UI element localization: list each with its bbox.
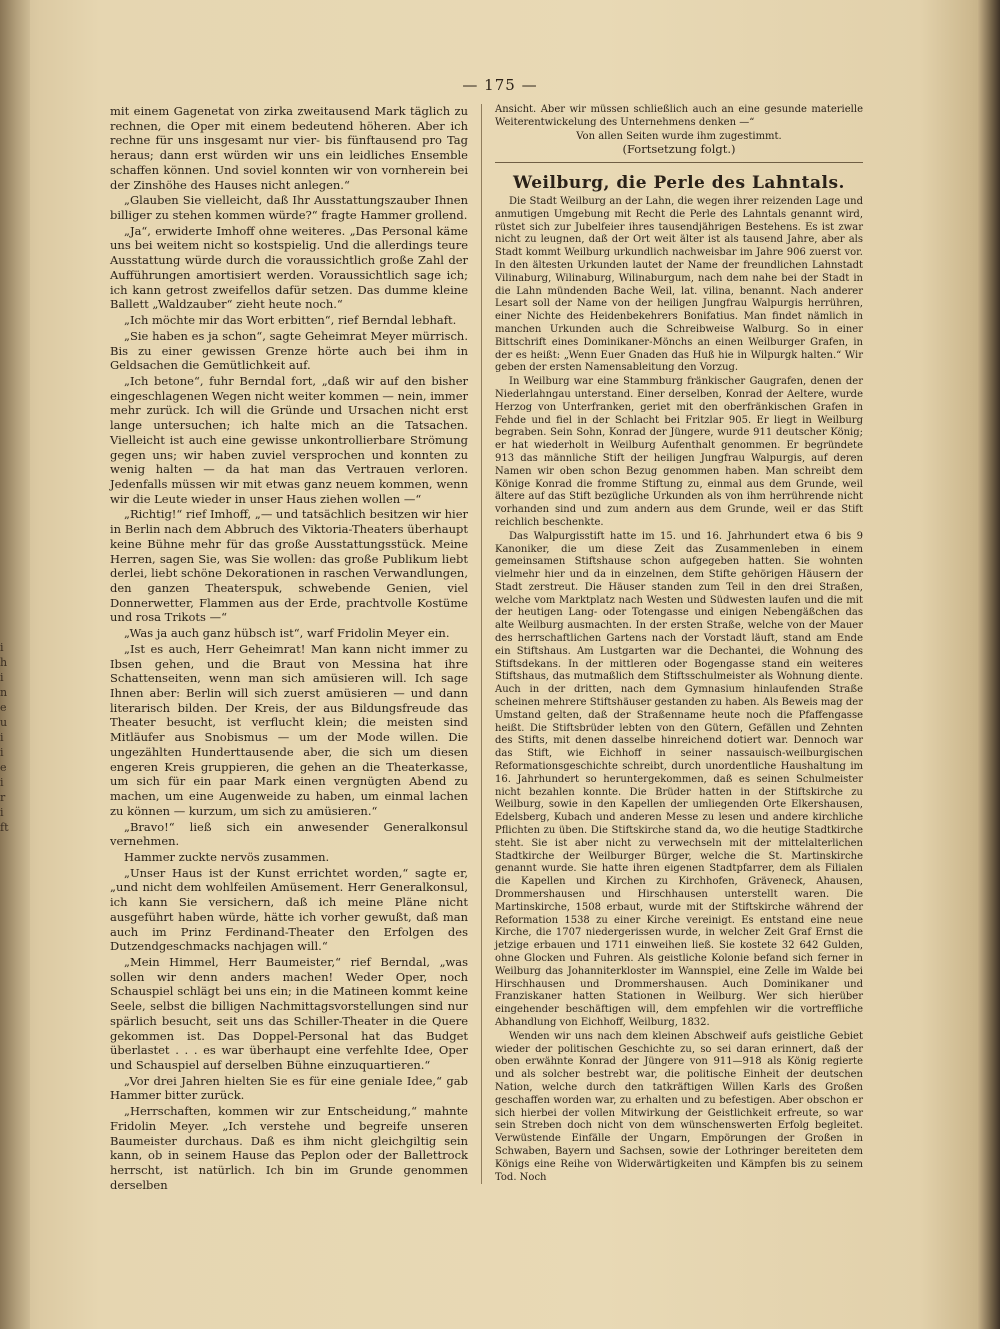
article-title: Weilburg, die Perle des Lahntals. bbox=[513, 173, 845, 194]
paragraph: „Ja“, erwiderte Imhoff ohne weiteres. „Das Personal käme uns bei weitem nicht so kostspielig. Und die allerdings teure Ausstattung würde durch die voraussichtlich große Zahl der Aufführungen amortisiert werden. Voraussichtlich sage ich; ich kann getrost zweifellos dafür setzen. Das dumme kleine Ballett „Waldzauber“ zieht heute noch.“ bbox=[110, 223, 468, 312]
paragraph: Die Stadt Weilburg an der Lahn, die wegen ihrer reizenden Lage und anmutigen Umgebung mit Recht die Perle des Lahntals genannt wird, rüstet sich zur Jubelfeier ihres tausendjährigen Bestehens. Es ist zwar nicht zu leugnen, daß der Ort weit älter ist als tausend Jahre, aber als Stadt kommt Weilburg urkundlich nachweisbar im Jahre 906 zuerst vor. In den ältesten Urkunden lautet der Name der freundlichen Lahnstadt Vilinaburg, Wilinaburg, Wilinaburgum, nach dem nahe bei der Stadt in die Lahn mündenden Bache Weil, lat. vilina, benannt. Nach anderer Lesart soll der Name von der heiligen Jungfrau Walpurgis herrühren, einer Nichte des Heidenbekehrers Bonifatius. Man findet nämlich in manchen Urkunden auch die Schreibweise Walburg. So in einer Bittschrift eines Dominikaner-Mönchs an einen Weilburger Grafen, in der es heißt: „Wenn Euer Gnaden das Huß hie in Wilpurgk halten.“ Wir geben der ersten Namensableitung den Vorzug. bbox=[495, 195, 863, 374]
paragraph: Ansicht. Aber wir müssen schließlich auch an eine gesunde materielle Weiterentwickelung des Unternehmens denken —“ bbox=[495, 104, 863, 128]
paragraph: Von allen Seiten wurde ihm zugestimmt. bbox=[576, 130, 782, 142]
paragraph: Wenden wir uns nach dem kleinen Abschweif aufs geistliche Gebiet wieder der politischen Geschichte zu, so sei daran erinnert, daß der oben erwähnte Konrad der Jüngere von 911—918 als König regierte und als solcher bestrebt war, die politische Einheit der deutschen Nation, welche durch den tatkräftigen Willen Karls des Großen geschaffen worden war, zu erhalten und zu befestigen. Aber obschon er sich hierbei der vollen Mitwirkung der Geistlichkeit erfreute, so war sein Streben doch nicht von dem wünschenswerten Erfolg begleitet. Verwüstende Einfälle der Ungarn, Empörungen der Großen in Schwaben, Bayern und Sachsen, sowie der Lothringer bereiteten dem Königs eine Reihe von Widerwärtigkeiten und Kämpfen bis zu seinem Tod. Noch bbox=[495, 1030, 863, 1183]
paragraph: mit einem Gagenetat von zirka zweitausend Mark täglich zu rechnen, die Oper mit einem bedeutend höheren. Aber ich rechne für uns insgesamt nur vier- bis fünftausend pro Tag heraus; dann erst würden wir uns ein leidliches Ensemble schaffen können. Und soviel konnten wir von vornherein bei der Zinshöhe des Hauses nicht anlegen.“ bbox=[110, 104, 468, 192]
paragraph: „Richtig!“ rief Imhoff, „— und tatsächlich besitzen wir hier in Berlin nach dem Abbruch des Viktoria-Theaters überhaupt keine Bühne mehr für das große Ausstattungsstück. Meine Herren, sagen Sie, was Sie wollen: das große Publikum liebt derlei, liebt schöne Dekorationen in raschen Verwandlungen, den ganzen Theaterspuk, schwebende Genien, viel Donnerwetter, Flammen aus der Erde, prachtvolle Kostüme und rosa Trikots —“ bbox=[110, 507, 468, 625]
paragraph: „Bravo!“ ließ sich ein anwesender Generalkonsul vernehmen. bbox=[110, 819, 468, 849]
paragraph: „Mein Himmel, Herr Baumeister,“ rief Berndal, „was sollen wir denn anders machen! Weder Oper, noch Schauspiel schlägt bei uns ein; in die Matineen kommt keine Seele, selbst die billigen Nachmittagsvorstellungen sind nur spärlich besucht, seit uns das Schiller-Theater in die Quere gekommen ist. Das Doppel-Personal hat das Budget überlastet . . . es war überhaupt eine verfehlte Idee, Oper und Schauspiel auf derselben Bühne einzuquartieren.“ bbox=[110, 954, 468, 1072]
facing-page-sliver: i h i n e u i i e i r i ft bbox=[0, 641, 9, 834]
paragraph: „Ist es auch, Herr Geheimrat! Man kann nicht immer zu Ibsen gehen, und die Braut von Messina hat ihre Schattenseiten, wenn man sich amüsieren will. Ich sage Ihnen aber: Berlin will sich zuerst amüsieren — und dann literarisch bilden. Der Kreis, der aus Bildungsfreude das Theater besucht, ist verflucht klein; die meisten sind Mitläufer aus Snobismus — um der Mode willen. Die ungezählten Hunderttausende aber, die sich um diesen engeren Kreis gruppieren, die gehen an die Theaterkasse, um sich für ein paar Mark einen vergnügten Abend zu machen, um eine Augenweide zu haben, um einmal lachen zu können — kurzum, um sich zu amüsieren.“ bbox=[110, 641, 468, 818]
paragraph: „Ich möchte mir das Wort erbitten“, rief Berndal lebhaft. bbox=[124, 313, 457, 328]
paragraph: „Sie haben es ja schon“, sagte Geheimrat Meyer mürrisch. Bis zu einer gewissen Grenze hörte auch bei ihm in Geldsachen die Gemütlichkeit auf. bbox=[110, 328, 468, 373]
paragraph: „Vor drei Jahren hielten Sie es für eine geniale Idee,“ gab Hammer bitter zurück. bbox=[110, 1073, 468, 1103]
left-text-column bbox=[110, 104, 468, 1193]
column-divider bbox=[481, 104, 482, 1184]
right-text-column bbox=[495, 104, 863, 1185]
paragraph: Das Walpurgisstift hatte im 15. und 16. Jahrhundert etwa 6 bis 9 Kanoniker, die um diese Zeit das Zusammenleben in einem gemeinsamen Stiftshause schon aufgegeben hatten. Sie wohnten vielmehr hier und da in einzelnen, dem Stifte gehörigen Häusern der Stadt zerstreut. Die Häuser standen zum Teil in den drei Straßen, welche vom Marktplatz nach Westen und Südwesten laufen und die mit der heutigen Lang- oder Totengasse und einigen Nebengäßchen das alte Weilburg ausmachten. In der ersten Straße, welche von der Mauer des herrschaftlichen Gartens nach der Vorstadt läuft, stand am Ende ein Stiftshaus. Am Lustgarten war die Dechantei, die Wohnung des Stiftsdekans. In der mittleren oder Bogengasse stand ein weiteres Stiftshaus, das mutmaßlich dem Stiftsschulmeister als Wohnung diente. Auch in der dritten, nach dem Gymnasium hinlaufenden Straße scheinen mehrere Stiftshäuser gestanden zu haben. Als Beweis mag der Umstand gelten, daß der Straßenname heute noch die Pfaffengasse heißt. Die Stiftsbrüder lebten von den Gütern, Gefällen und Zehnten des Stifts, mit denen dasselbe hinreichend dotiert war. Dennoch war das Stift, wie Eichhoff in seiner nassauisch-weilburgischen Reformationsgeschichte schreibt, durch unordentliche Haushaltung im 16. Jahrhundert so heruntergekommen, daß es seinen Schulmeister nicht bezahlen konnte. Die Brüder hatten in der Stiftskirche zu Weilburg, sowie in den Kapellen der umliegenden Orte Elkershausen, Edelsberg, Kubach und anderen Messe zu lesen und andere kirchliche Pflichten zu üben. Die Stiftskirche stand da, wo die heutige Stadtkirche steht. Sie ist aber nicht zu verwechseln mit der mittelalterlichen Stadtkirche der Weilburger Bürger, welche die St. Martinskirche genannt wurde. Sie hatte ihren eigenen Stadtpfarrer, dem als Filialen die Kapellen und Kirchen zu Kirchhofen, Gräveneck, Ahausen, Drommershausen und Hirschhausen unterstellt waren. Die Martinskirche, 1508 erbaut, wurde mit der Stiftskirche während der Reformation 1538 zu einer Kirche vereinigt. Es entstand eine neue Kirche, die 1707 niedergerissen wurde, in welcher Zeit Graf Ernst die jetzige erbauen und 1711 einweihen ließ. Sie kostete 32 642 Gulden, ohne Glocken und Fuhren. Als geistliche Kolonie befand sich ferner in Weilburg das Johanniterkloster im Wannspiel, eine Zelle im Walde bei Hirschhausen und Drommershausen. Auch Dominikaner und Franziskaner hatten Stationen in Weilburg. Wer sich hierüber eingehender beschäftigen will, dem empfehlen wir die vortreffliche Abhandlung von Eichhoff, Weilburg, 1832. bbox=[495, 530, 863, 1028]
section-rule bbox=[495, 162, 863, 163]
paragraph: „Unser Haus ist der Kunst errichtet worden,“ sagte er, „und nicht dem wohlfeilen Amüsement. Herr Generalkonsul, ich kann Sie versichern, daß ich meine Pläne nicht ausgeführt haben würde, hätte ich vorher gewußt, daß man auch im Prinz Ferdinand-Theater den Erfolgen des Dutzendgeschmacks nachjagen will.“ bbox=[110, 865, 468, 954]
paragraph: „Was ja auch ganz hübsch ist“, warf Fridolin Meyer ein. bbox=[124, 626, 450, 641]
paragraph: „Ich betone“, fuhr Berndal fort, „daß wir auf den bisher eingeschlagenen Wegen nicht weiter kommen — nein, immer mehr zurück. Ich will die Gründe und Ursachen nicht erst lange untersuchen; ich halte mich an die Tatsachen. Vielleicht ist auch eine gewisse unkontrollierbare Strömung gegen uns; wir haben zuviel versprochen und konnten zu wenig halten — da hat man das Vertrauen verloren. Jedenfalls müssen wir mit etwas ganz neuem kommen, wenn wir die Leute wieder in unser Haus ziehen wollen —“ bbox=[110, 373, 468, 506]
paragraph: In Weilburg war eine Stammburg fränkischer Gaugrafen, denen der Niederlahngau unterstand. Einer derselben, Konrad der Aeltere, wurde Herzog von Unterfranken, geriet mit den oberfränkischen Grafen in Fehde und fiel in der Schlacht bei Fritzlar 905. Er liegt in Weilburg begraben. Sein Sohn, Konrad der Jüngere, wurde 911 deutscher König; er hat wiederholt in Weilburg Aufenthalt genommen. Er begründete 913 das männliche Stift der heiligen Jungfrau Walpurgis, auf deren Namen wir oben schon Bezug genommen haben. Man schreibt dem Könige Konrad die fromme Stiftung zu, einmal aus dem Grunde, weil ältere auf das Stift bezügliche Urkunden als von ihm herrührende nicht vorhanden sind und zum andern aus dem Grunde, weil er das Stift reichlich beschenkte. bbox=[495, 376, 863, 528]
page-edge-shadow bbox=[978, 0, 1000, 1329]
paragraph: „Herrschaften, kommen wir zur Entscheidung,“ mahnte Fridolin Meyer. „Ich verstehe und begreife unseren Baumeister durchaus. Daß es ihm nicht gleichgiltig sein kann, ob in seinem Hause das Peplon oder der Ballettrock herrscht, ist natürlich. Ich bin im Grunde genommen derselben bbox=[110, 1104, 468, 1192]
paragraph: Hammer zuckte nervös zusammen. bbox=[124, 849, 330, 864]
page-number: — 175 — bbox=[462, 76, 538, 94]
to-be-continued-note: (Fortsetzung folgt.) bbox=[622, 142, 736, 157]
paragraph: „Glauben Sie vielleicht, daß Ihr Ausstattungszauber Ihnen billiger zu stehen kommen würde?“ fragte Hammer grollend. bbox=[110, 193, 468, 223]
